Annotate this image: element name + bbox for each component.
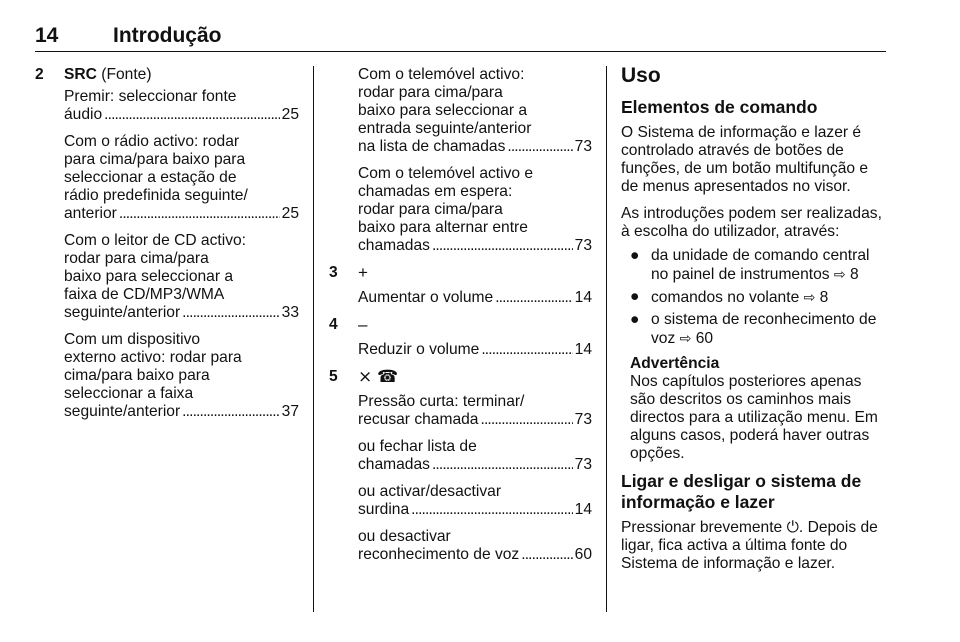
bullet-dot-icon: ● xyxy=(630,288,640,305)
leader-dots xyxy=(104,106,279,124)
leader-dots xyxy=(119,205,280,223)
paragraph xyxy=(64,232,299,322)
page-ref[interactable]: 60 xyxy=(574,546,592,563)
arrow-right-icon: ⇨ xyxy=(833,266,846,282)
paragraph xyxy=(358,341,592,359)
paragraph xyxy=(621,519,885,573)
toc-text: áudio xyxy=(64,106,103,123)
paragraph xyxy=(358,393,592,429)
toc-text: Aumentar o volume xyxy=(358,289,494,306)
minus-icon: – xyxy=(358,315,368,334)
subsection-heading: Ligar e desligar o sistema de informação e lazer xyxy=(621,471,862,512)
page-ref[interactable]: 25 xyxy=(281,205,299,222)
note-text: Nos capítulos posteriores apenas são descritos os caminhos mais directos para a utilização menu. Em alguns casos, poderá haver outras opções. xyxy=(630,373,878,462)
toc-text: recusar chamada xyxy=(358,411,479,428)
text-segment: . Depois de ligar, fica activa a última fonte do Sistema de informação e lazer. xyxy=(621,519,878,572)
page-number: 14 xyxy=(35,24,59,47)
toc-text: surdina xyxy=(358,501,410,518)
entry-2 xyxy=(35,66,299,421)
page-ref[interactable]: 73 xyxy=(574,237,592,254)
note-title: Advertência xyxy=(630,355,720,372)
entry-3 xyxy=(329,264,592,307)
page-ref[interactable]: 73 xyxy=(574,411,592,428)
page-ref[interactable]: 73 xyxy=(574,138,592,155)
text-line: chamadas em espera: xyxy=(358,183,513,200)
text-line: Com um dispositivo xyxy=(64,331,201,348)
text-line: Com o rádio activo: rodar xyxy=(64,133,240,150)
note-box xyxy=(621,355,885,463)
paragraph xyxy=(358,66,592,156)
text-line: seleccionar a estação de xyxy=(64,169,237,186)
paragraph xyxy=(64,331,299,421)
text-line: entrada seguinte/anterior xyxy=(358,120,532,137)
bullet-item xyxy=(621,247,885,284)
entry-4 xyxy=(329,316,592,359)
bullet-text: comandos no volante xyxy=(651,289,800,306)
text-line: Com o telemóvel activo e xyxy=(358,165,534,182)
toc-line xyxy=(358,237,592,255)
subsection-heading: Elementos de comando xyxy=(621,97,818,117)
column-divider-1 xyxy=(313,66,314,612)
text-line: rodar para cima/para xyxy=(358,84,503,101)
entry-label-bold: SRC xyxy=(64,66,97,83)
toc-text: na lista de chamadas xyxy=(358,138,506,155)
entry-5 xyxy=(329,368,592,564)
leader-dots xyxy=(411,501,572,519)
text-line: externo activo: rodar para xyxy=(64,349,242,366)
column-2 xyxy=(329,66,592,573)
page-title: Introdução xyxy=(113,24,222,47)
bullet-text: da unidade de comando central no painel de instrumentos xyxy=(651,247,870,283)
mute-hangup-icon: ⨯ ☎ xyxy=(358,367,399,386)
arrow-right-icon: ⇨ xyxy=(679,330,692,346)
leader-dots xyxy=(432,237,573,255)
entry-number: 2 xyxy=(35,66,44,83)
text-segment: Pressionar brevemente xyxy=(621,519,783,536)
text-line: ou fechar lista de xyxy=(358,438,477,455)
section-heading: Uso xyxy=(621,64,661,87)
toc-line xyxy=(64,304,299,322)
toc-line xyxy=(64,205,299,223)
paragraph: O Sistema de informação e lazer é controlado através de botões de funções, de um botão multifunção e de menus apresentados no visor. xyxy=(621,124,869,195)
column-divider-2 xyxy=(606,66,607,612)
paragraph xyxy=(358,438,592,474)
leader-dots xyxy=(507,138,572,156)
paragraph xyxy=(358,528,592,564)
text-line: rodar para cima/para xyxy=(358,201,503,218)
text-line: cima/para baixo para xyxy=(64,367,210,384)
bullet-dot-icon: ● xyxy=(630,311,640,328)
text-line: baixo para alternar entre xyxy=(358,219,528,236)
toc-line xyxy=(358,546,592,564)
toc-line xyxy=(358,138,592,156)
power-icon: ⏻ xyxy=(786,519,799,536)
text-line: Premir: seleccionar fonte xyxy=(64,88,237,105)
column-3 xyxy=(621,64,885,582)
toc-text: chamadas xyxy=(358,456,430,473)
toc-line xyxy=(358,456,592,474)
page-ref[interactable]: 60 xyxy=(695,330,714,347)
toc-text: chamadas xyxy=(358,237,430,254)
entry-number: 4 xyxy=(329,316,338,333)
paragraph xyxy=(64,133,299,223)
entry-number: 3 xyxy=(329,264,338,281)
arrow-right-icon: ⇨ xyxy=(803,289,816,305)
page-ref[interactable]: 73 xyxy=(574,456,592,473)
column-1 xyxy=(35,66,299,430)
text-line: seleccionar a faixa xyxy=(64,385,194,402)
toc-text: seguinte/anterior xyxy=(64,304,181,321)
bullet-text: o sistema de reconhecimento de voz xyxy=(651,311,877,347)
paragraph xyxy=(64,88,299,124)
toc-text: anterior xyxy=(64,205,117,222)
text-line: baixo para seleccionar a xyxy=(358,102,528,119)
bullet-item xyxy=(621,311,885,348)
page-ref[interactable]: 14 xyxy=(574,289,592,306)
paragraph xyxy=(358,289,592,307)
toc-text: reconhecimento de voz xyxy=(358,546,520,563)
text-line: ou desactivar xyxy=(358,528,451,545)
header-rule xyxy=(35,51,886,52)
entry-label xyxy=(64,66,299,84)
entry-label-rest: (Fonte) xyxy=(96,66,152,83)
toc-line xyxy=(358,501,592,519)
toc-line xyxy=(64,403,299,421)
plus-icon: + xyxy=(358,263,368,282)
page-ref[interactable]: 14 xyxy=(574,501,592,518)
leader-dots xyxy=(481,341,572,359)
entry-number: 5 xyxy=(329,368,338,385)
text-line: ou activar/desactivar xyxy=(358,483,502,500)
text-line: rádio predefinida seguinte/ xyxy=(64,187,248,204)
toc-line xyxy=(358,289,592,307)
toc-line xyxy=(358,411,592,429)
text-line: Com o telemóvel activo: xyxy=(358,66,525,83)
leader-dots xyxy=(521,546,572,564)
toc-line xyxy=(358,341,592,359)
text-line: para cima/para baixo para xyxy=(64,151,246,168)
text-line: faixa de CD/MP3/WMA xyxy=(64,286,225,303)
leader-dots xyxy=(432,456,573,474)
page-ref[interactable]: 14 xyxy=(574,341,592,358)
page-ref[interactable]: 37 xyxy=(281,403,299,420)
leader-dots xyxy=(182,403,279,421)
page-ref[interactable]: 8 xyxy=(850,266,859,283)
paragraph: As introduções podem ser realizadas, à escolha do utilizador, através: xyxy=(621,205,882,240)
text-line: Com o leitor de CD activo: xyxy=(64,232,246,249)
bullet-item xyxy=(621,288,885,307)
bullet-dot-icon: ● xyxy=(630,247,640,264)
toc-text: Reduzir o volume xyxy=(358,341,480,358)
page-ref[interactable]: 25 xyxy=(281,106,299,123)
paragraph xyxy=(358,165,592,255)
page-ref[interactable]: 8 xyxy=(819,289,829,306)
page-ref[interactable]: 33 xyxy=(281,304,299,321)
leader-dots xyxy=(480,411,572,429)
leader-dots xyxy=(182,304,279,322)
text-line: baixo para seleccionar a xyxy=(64,268,234,285)
text-line: Pressão curta: terminar/ xyxy=(358,393,525,410)
leader-dots xyxy=(495,289,572,307)
paragraph xyxy=(358,483,592,519)
text-line: rodar para cima/para xyxy=(64,250,209,267)
toc-line xyxy=(64,106,299,124)
toc-text: seguinte/anterior xyxy=(64,403,181,420)
entry-2-continued xyxy=(329,66,592,255)
